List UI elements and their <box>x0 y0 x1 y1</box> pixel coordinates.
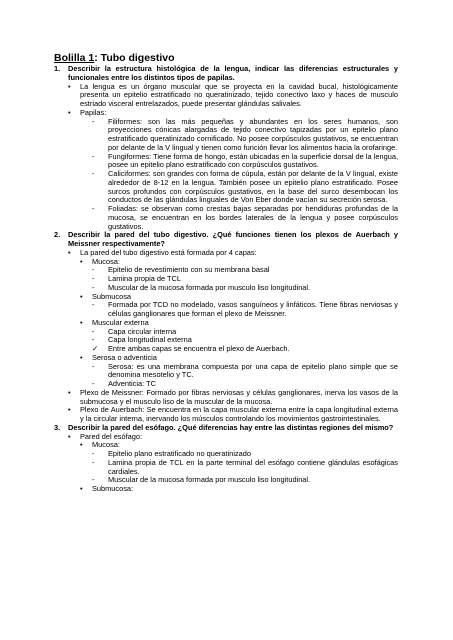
bullet-marker: - <box>92 169 95 178</box>
bullet-marker: - <box>92 204 95 213</box>
list-item-text: Capa circular interna <box>108 326 177 336</box>
list-item <box>54 389 398 407</box>
question-number: 1. <box>54 64 61 73</box>
list-item-text: Fungiformes: Tiene forma de hongo, están ubicadas en la superficie dorsal de la lengua, posee un epitelio plano estratificado con corpúsculos gustativos. <box>108 151 398 170</box>
bullet-marker: • <box>80 352 83 362</box>
list-item-text: Filiformes: son las más pequeñas y abundantes en los seres humanos, son proyecciones cónicas alargadas de tejido conectivo tapizadas por un epitelio plano estratificado queratinizado cornificado. No posee corpúsculos gustativos, se encuentran por delante de la V lingual y tienen como función llevar los alimentos hacia la orofaringe. <box>108 116 398 152</box>
list-item-text: Foliadas: se observan como crestas bajas separadas por hendiduras profundas de la mucosa, se encuentran en los bordes laterales de la lengua y posee corpúsculos gustativos. <box>108 204 398 231</box>
bullet-marker: • <box>80 317 83 327</box>
list-item-text: Caliciformes: son grandes con forma de cúpula, están por delante de la V lingual, existe alrededor de 8-12 en la lengua. También posee un epitelio plano estratificado. Posee surcos profundos con corpúsculos gustativos, en la base del surco desembocan los conductos de las glándulas linguales de Von Eber donde vacían su secreción serosa. <box>108 169 398 205</box>
list-item-text: Epitelio plano estratificado no queratinizado <box>108 449 251 458</box>
list-item-text: Muscular de la mucosa formada por musculo liso longitudinal. <box>108 475 311 485</box>
list-item <box>54 266 398 275</box>
list-item-text: Submucosa: <box>92 484 134 493</box>
bullet-marker: - <box>92 379 95 388</box>
document-body <box>54 65 398 494</box>
list-item <box>54 459 398 477</box>
list-item <box>54 328 398 337</box>
list-item <box>54 406 398 424</box>
bullet-marker: - <box>92 274 95 283</box>
list-item <box>54 83 398 109</box>
bullet-marker: • <box>80 256 83 266</box>
list-item <box>54 205 398 231</box>
list-item-text: Epitelio de revestimiento con su membrana basal <box>108 265 270 275</box>
page-title <box>54 52 398 64</box>
question-text: Describir la estructura histológica de la lengua, indicar las diferencias estructurales y funcionales entre los distintos tipos de papilas. <box>68 64 398 82</box>
list-item-text: Entre ambas capas se encuentra el plexo de Auerbach. <box>108 344 290 353</box>
bullet-marker: - <box>92 151 95 161</box>
list-item-text: Mucosa: <box>92 440 120 450</box>
list-item-text: Formada por TCD no modelado, vasos sanguíneos y linfáticos. Tiene fibras nerviosas y células ganglionares que forman el plexo de Meissner. <box>108 300 398 318</box>
list-item-text: Serosa: es una membrana compuesta por una capa de epitelio plano simple que se denomina mesotelio y TC. <box>108 361 398 380</box>
checkmark-icon: ✓ <box>92 344 99 353</box>
bullet-marker: - <box>92 265 95 275</box>
bullet-marker: - <box>92 475 95 485</box>
bullet-marker: - <box>92 335 95 345</box>
question-number: 2. <box>54 230 61 240</box>
bullet-marker: • <box>80 484 83 493</box>
list-item-text: Mucosa: <box>92 256 120 266</box>
list-item-text: Muscular de la mucosa formada por musculo liso longitudinal. <box>108 282 311 292</box>
list-item <box>54 301 398 319</box>
bullet-marker: - <box>92 449 95 458</box>
list-item <box>54 319 398 328</box>
list-item <box>54 363 398 381</box>
list-item <box>54 485 398 494</box>
question-text: Describir la pared del esófago. ¿Qué diferencias hay entre las distintas regiones del mismo? <box>68 422 394 432</box>
bullet-marker: • <box>68 431 71 441</box>
list-item-text: Submucosa <box>92 291 132 301</box>
bullet-marker: • <box>68 247 71 257</box>
bullet-marker: • <box>68 387 71 397</box>
bullet-marker: - <box>92 300 95 310</box>
title-suffix: : Tubo digestivo <box>94 52 175 64</box>
list-item-text: La pared del tubo digestivo está formada por 4 capas: <box>80 247 257 257</box>
question-number: 3. <box>54 422 61 432</box>
bullet-marker: • <box>68 405 71 415</box>
list-item-text: Capa longitudinal externa <box>108 335 192 345</box>
list-item <box>54 170 398 205</box>
bullet-marker: - <box>92 326 95 336</box>
list-item-text: Lamina propia de TCL en la parte terminal del esófago contiene glándulas esofágicas cardiales. <box>108 457 398 476</box>
bullet-marker: - <box>92 361 95 371</box>
bullet-marker: • <box>68 107 71 117</box>
question-text: Describir la pared del tubo digestivo. ¿Qué funciones tienen los plexos de Auerbach y Meissner respectivamente? <box>68 230 398 248</box>
list-item-text: Papilas: <box>80 107 107 117</box>
list-item <box>54 118 398 153</box>
document-page <box>54 52 398 494</box>
list-item <box>54 153 398 171</box>
list-item-text: Lamina propia de TCL <box>108 274 181 283</box>
question-heading <box>54 231 398 249</box>
bullet-marker: - <box>92 457 95 467</box>
bullet-marker: • <box>80 291 83 301</box>
list-item-text: Muscular externa <box>92 317 149 327</box>
list-item-text: La lengua es un órgano muscular que se proyecta en la cavidad bucal, histológicamente presenta un epitelio estratificado no queratinizado, tejido conectivo laxo y haces de musculo estriado visceral entrelazados, puede presentar glándulas salivales. <box>80 81 398 108</box>
list-item-text: Pared del esófago: <box>80 431 143 441</box>
bullet-marker: - <box>92 116 95 126</box>
title-prefix: Bolilla 1 <box>54 52 95 64</box>
list-item-text: Adventicia: TC <box>108 379 156 388</box>
bullet-marker: - <box>92 282 95 292</box>
list-item-text: Plexo de Auerbach: Se encuentra en la capa muscular externa entre la capa longitudinal externa y la circular interna, inervando los músculos controlando los movimientos gastrointestinales. <box>80 405 398 423</box>
bullet-marker: • <box>68 81 71 91</box>
bullet-marker: • <box>80 440 83 450</box>
question-heading <box>54 65 398 83</box>
list-item-text: Serosa o adventicia <box>92 352 157 362</box>
list-item-text: Plexo de Meissner: Formado por fibras nerviosas y células ganglionares, inerva los vasos de la submucosa y el musculo liso de la muscular de la mucosa. <box>80 387 398 406</box>
